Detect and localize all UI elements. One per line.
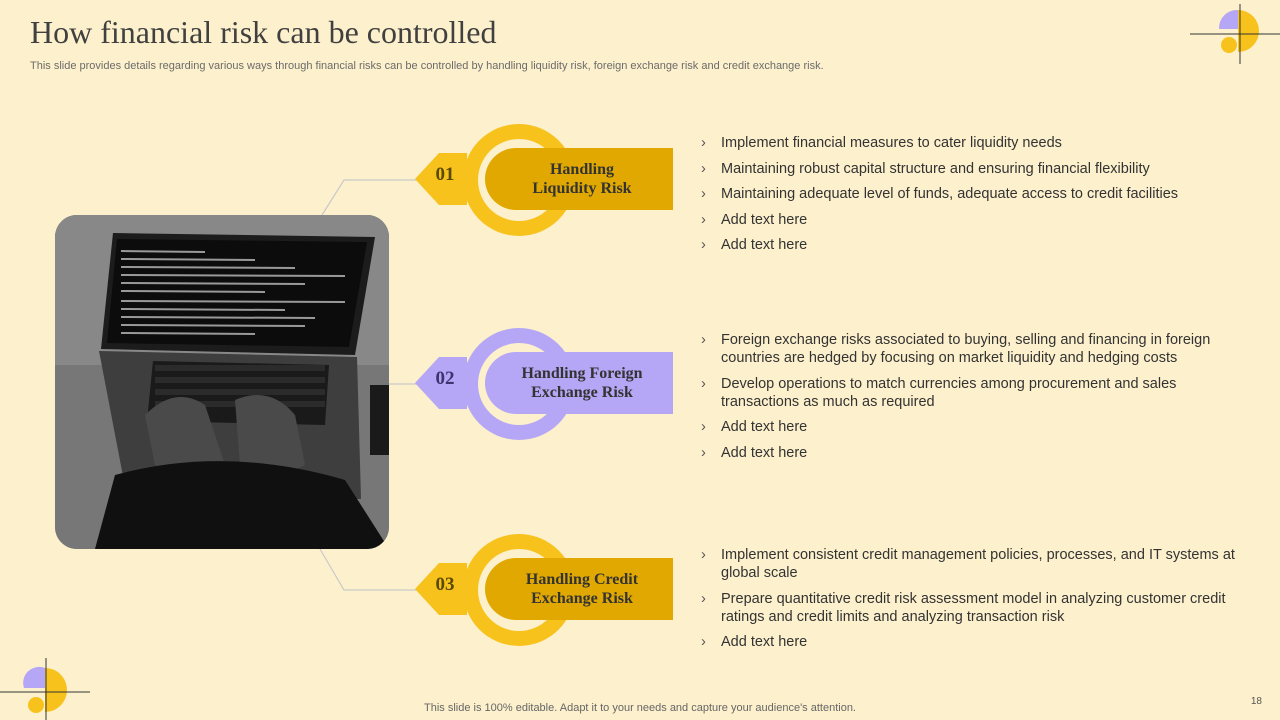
list-item: › Maintaining adequate level of funds, adequate access to credit facilities — [701, 186, 1179, 202]
list-item: › Add text here — [701, 211, 808, 228]
laptop-illustration — [55, 215, 389, 549]
risk-title: Handling Credit Exchange Risk — [485, 558, 673, 620]
laptop-photo — [55, 215, 389, 549]
page-title: How financial risk can be controlled — [30, 14, 497, 50]
chevron-right-icon: › — [701, 211, 706, 228]
chevron-right-icon: › — [701, 444, 706, 461]
liquidity-points-list — [700, 134, 1250, 262]
chevron-right-icon: › — [701, 634, 706, 650]
list-item: › Maintaining robust capital structure and ensuring financial flexibility — [701, 160, 1150, 177]
risk-title: Handling Liquidity Risk — [485, 148, 673, 210]
page-number: 18 — [1250, 696, 1262, 707]
risk-item-credit — [415, 534, 685, 646]
list-item: › Add text here — [701, 237, 808, 253]
page-subtitle: This slide provides details regarding various ways through financial risks can be controlled by handling liquidity risk, foreign exchange risk and credit exchange risk. — [30, 60, 824, 72]
chevron-right-icon: › — [701, 135, 706, 151]
list-item: › Develop operations to match currencies among procurement and sales transactions as much as required — [701, 375, 1177, 410]
chevron-right-icon: › — [701, 590, 706, 607]
list-item: › Implement consistent credit management policies, processes, and IT systems at global scale — [701, 547, 1235, 581]
risk-title: Handling Foreign Exchange Risk — [485, 352, 673, 414]
chevron-right-icon: › — [701, 375, 706, 392]
step-number: 01 — [435, 164, 455, 185]
list-item: › Foreign exchange risks associated to buying, selling and financing in foreign countries are hedged by focusing on market liquidity and hedging costs — [701, 332, 1211, 366]
chevron-right-icon: › — [701, 186, 706, 202]
chevron-right-icon: › — [701, 160, 706, 177]
chevron-right-icon: › — [701, 419, 706, 435]
list-item: › Add text here — [701, 634, 808, 650]
risk-item-liquidity — [415, 124, 685, 236]
foreign-exchange-points-list — [700, 331, 1215, 469]
list-item: › Add text here — [701, 444, 808, 461]
step-number: 03 — [435, 574, 455, 595]
footer-note: This slide is 100% editable. Adapt it to your needs and capture your audience's attention. — [424, 702, 856, 714]
chevron-right-icon: › — [701, 332, 706, 348]
credit-points-list — [700, 546, 1250, 659]
risk-item-foreign-exchange — [415, 328, 685, 440]
chevron-right-icon: › — [701, 237, 706, 253]
list-item: › Prepare quantitative credit risk assessment model in analyzing customer credit ratings and credit limits and analyzing transaction risk — [701, 590, 1226, 625]
list-item: › Implement financial measures to cater liquidity needs — [701, 135, 1062, 151]
list-item: › Add text here — [701, 419, 808, 435]
chevron-right-icon: › — [701, 547, 706, 563]
step-number: 02 — [435, 368, 455, 389]
